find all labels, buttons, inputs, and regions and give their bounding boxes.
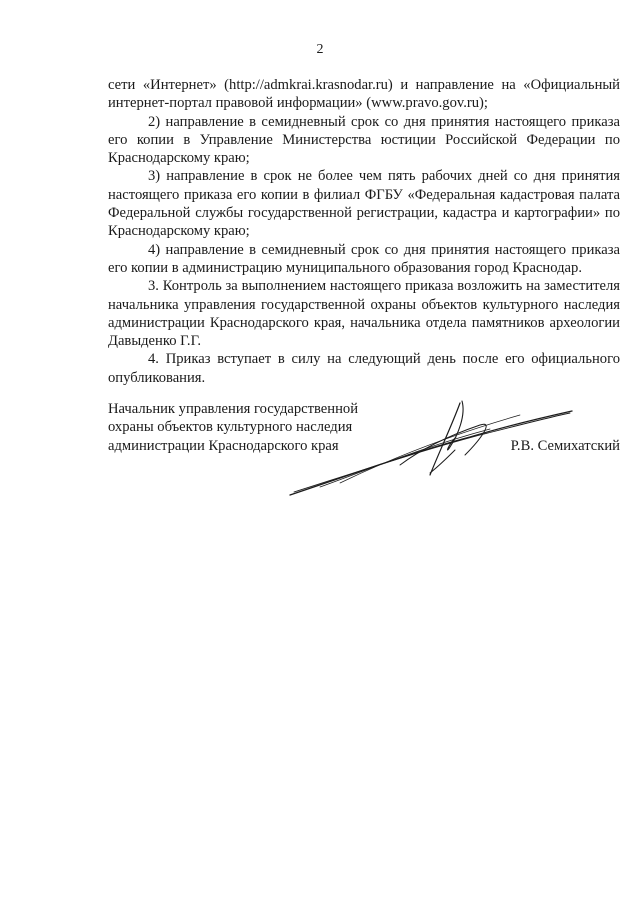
paragraph-6: 4. Приказ вступает в силу на следующий день после его официального опубликования. (108, 351, 620, 386)
signatory-name: Р.В. Семихатский (510, 437, 620, 454)
signatory-position-line-2: охраны объектов культурного наследия (108, 419, 353, 436)
paragraph-4: 4) направление в семидневный срок со дня принятия настоящего приказа его копии в администрацию муниципального образования город Краснодар. (108, 241, 620, 276)
page-number: 2 (316, 42, 324, 57)
signatory-position-line-1: Начальник управления государственной (108, 401, 359, 417)
paragraph-2: 2) направление в семидневный срок со дня принятия настоящего приказа его копии в Управление Министерства юстиции Российской Федерации по Краснодарскому краю; (108, 113, 620, 167)
signature-block (108, 400, 620, 455)
paragraph-3: 3) направление в срок не более чем пять рабочих дней со дня принятия настоящего приказа его копии в филиал ФГБУ «Федеральная кадастровая палата Федеральной службы государственной регистрации, кадастра и картографии» по Краснодарскому краю; (108, 168, 620, 240)
paragraph-5: 3. Контроль за выполнением настоящего приказа возложить на заместителя начальника управления государственной охраны объектов культурного наследия администрации Краснодарского края, начальника отдела памятников археологии Давыденко Г.Г. (108, 278, 620, 350)
paragraph-1: сети «Интернет» (http://admkrai.krasnodar.ru) и направление на «Официальный интернет-портал правовой информации» (www.pravo.gov.ru); (108, 77, 620, 112)
signatory-position-line-3: администрации Краснодарского края (108, 437, 339, 454)
document-body (108, 76, 620, 387)
